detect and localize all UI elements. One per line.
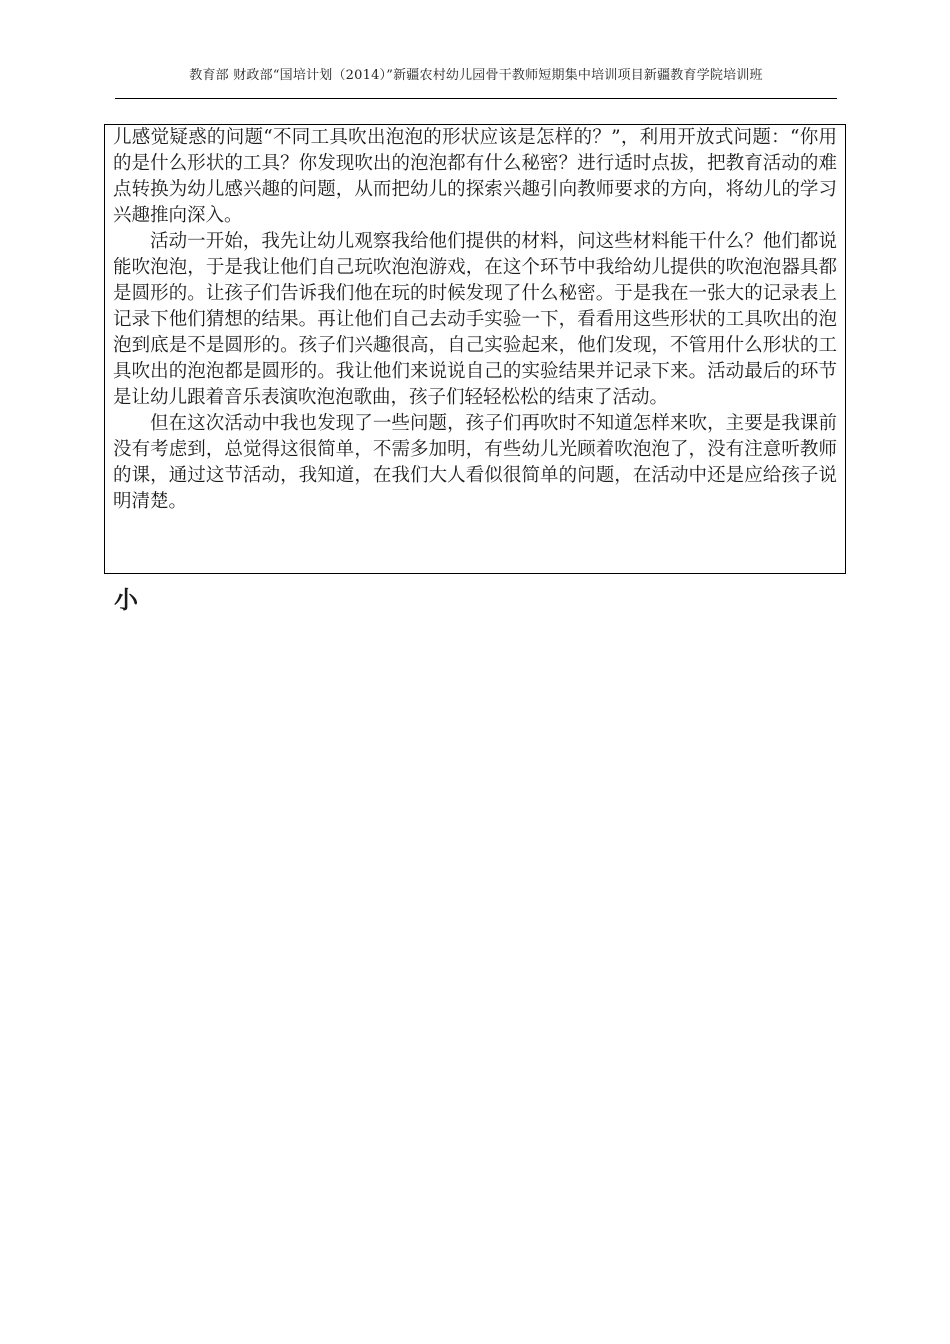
paragraph-activity-process: 活动一开始，我先让幼儿观察我给他们提供的材料，问这些材料能干什么？他们都说能吹泡泡，于是我让他们自己玩吹泡泡游戏，在这个环节中我给幼儿提供的吹泡泡器具都是圆形的。让孩子们告诉我们他在玩的时候发现了什么秘密。于是我在一张大的记录表上记录下他们猜想的结果。再让他们自己去动手实验一下，看看用这些形状的工具吹出的泡泡到底是不是圆形的。孩子们兴趣很高，自己实验起来，他们发现，不管用什么形状的工具吹出的泡泡都是圆形的。我让他们来说说自己的实验结果并记录下来。活动最后的环节是让幼儿跟着音乐表演吹泡泡歌曲，孩子们轻轻松松的结束了活动。 (113, 231, 837, 408)
reflection-text-box (104, 124, 846, 574)
section-heading: 小 (114, 586, 138, 614)
paragraph-continuation: 儿感觉疑惑的问题“不同工具吹出泡泡的形状应该是怎样的？”，利用开放式问题：“你用的是什么形状的工具？你发现吹出的泡泡都有什么秘密？进行适时点拔，把教育活动的难点转换为幼儿感兴趣的问题，从而把幼儿的探索兴趣引向教师要求的方向，将幼儿的学习兴趣推向深入。 (113, 127, 837, 226)
page-header: 教育部 财政部“国培计划（2014）”新疆农村幼儿园骨干教师短期集中培训项目新疆教育学院培训班 (189, 68, 763, 83)
paragraph-problems-found: 但在这次活动中我也发现了一些问题，孩子们再吹时不知道怎样来吹，主要是我课前没有考虑到，总觉得这很简单，不需多加明，有些幼儿光顾着吹泡泡了，没有注意听教师的课，通过这节活动，我知道，在我们大人看似很简单的问题，在活动中还是应给孩子说明清楚。 (113, 413, 837, 512)
header-divider (115, 98, 837, 99)
